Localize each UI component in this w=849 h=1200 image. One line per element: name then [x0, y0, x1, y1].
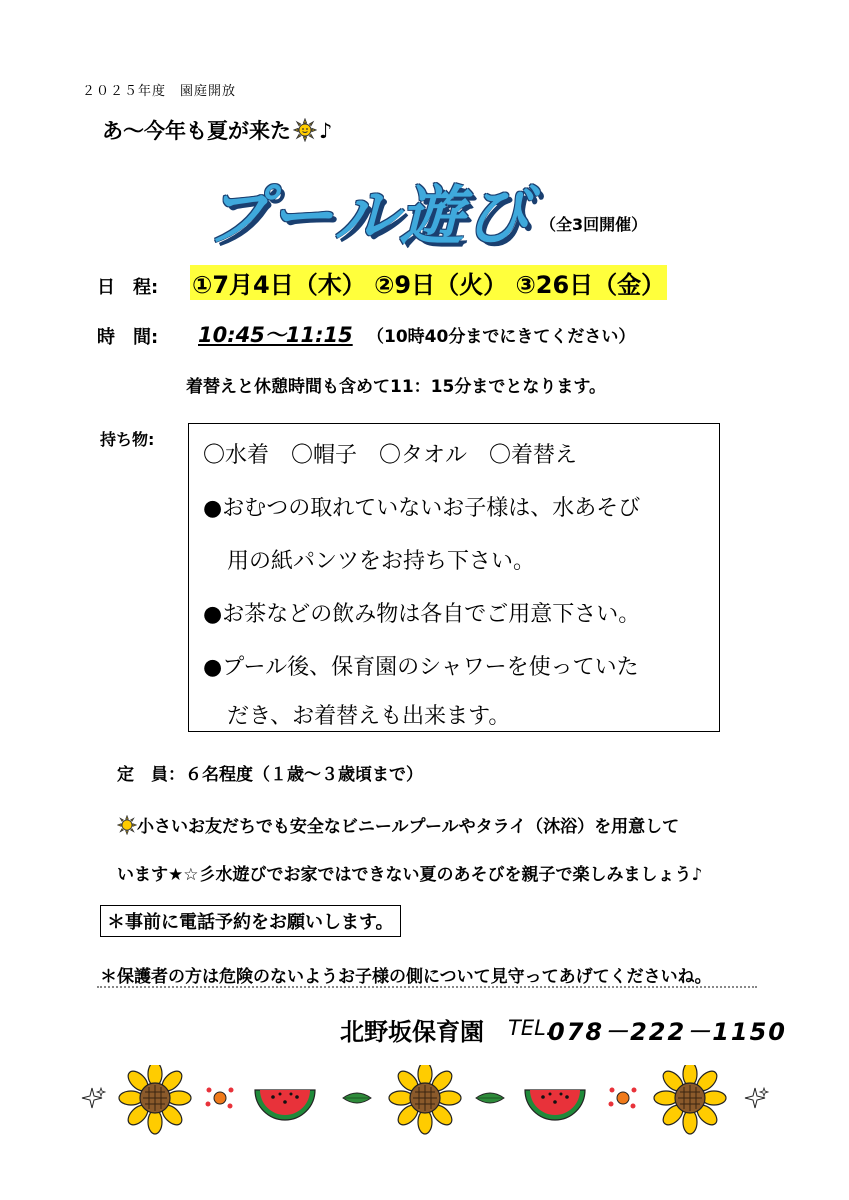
schedule-dates: ①7月4日（木） ②9日（火） ③26日（金）: [190, 265, 667, 300]
music-note: ♪: [319, 119, 333, 143]
school-name: 北野坂保育園: [340, 1018, 484, 1046]
sunflower-icon: [119, 1065, 191, 1134]
pool-line-2: います★☆彡水遊びでお家ではできない夏のあそびを親子で楽しみましょう♪: [117, 865, 703, 885]
change-note: 着替えと休憩時間も含めて11：15分までとなります。: [186, 377, 606, 397]
pool-text-1: 小さいお友だちでも安全なビニールプールやタライ（沐浴）を用意して: [137, 817, 680, 837]
sun-icon: [117, 815, 137, 840]
watermelon-icon: [525, 1090, 585, 1120]
leaf-icon: [343, 1093, 371, 1103]
items-line: ●プール後、保育園のシャワーを使っていた: [203, 655, 639, 680]
subtitle: [102, 115, 332, 147]
dotted-divider: [97, 986, 757, 988]
sparkle-icon: [745, 1088, 768, 1108]
title-note: （全3回開催）: [540, 215, 648, 234]
time-value: 10:45～11:15: [198, 323, 353, 347]
sunflower-icon: [654, 1065, 726, 1134]
year-heading: ２０２５年度 園庭開放: [82, 84, 237, 99]
guardian-note: ＊保護者の方は危険のないようお子様の側について見守ってあげてくださいね。: [100, 967, 712, 987]
items-label: 持ち物:: [100, 430, 155, 449]
time-label: 時 間:: [97, 327, 159, 348]
pool-line-1: [117, 812, 679, 840]
flower-icon: [206, 1088, 234, 1109]
items-line: ●おむつの取れていないお子様は、水あそび: [203, 496, 641, 521]
time-note: （10時40分までにきてください）: [367, 327, 636, 347]
schedule-label: 日 程:: [97, 277, 159, 298]
tel-label: TEL.: [508, 1016, 553, 1040]
sparkle-icon: [82, 1088, 105, 1108]
flower-icon: [609, 1088, 637, 1109]
capacity: 定 員：６名程度（１歳～３歳頃まで）: [117, 765, 423, 785]
decoration-border: [70, 1065, 790, 1135]
watermelon-icon: [255, 1090, 315, 1120]
items-line: だき、お着替えも出来ます。: [227, 704, 511, 729]
items-line: ●お茶などの飲み物は各自でご用意下さい。: [203, 602, 641, 627]
tel-number: 078－222－1150: [548, 1018, 787, 1046]
items-line: 〇水着 〇帽子 〇タオル 〇着替え: [203, 443, 578, 468]
reservation-note: ＊事前に電話予約をお願いします。: [100, 905, 401, 937]
sun-icon: [293, 118, 317, 147]
leaf-icon: [476, 1093, 504, 1103]
items-box: [188, 423, 720, 732]
sunflower-icon: [389, 1065, 461, 1134]
items-line: 用の紙パンツをお持ち下さい。: [227, 549, 536, 574]
page-title: プール遊び: [205, 180, 532, 254]
subtitle-text: あ～今年も夏が来た: [102, 119, 291, 143]
